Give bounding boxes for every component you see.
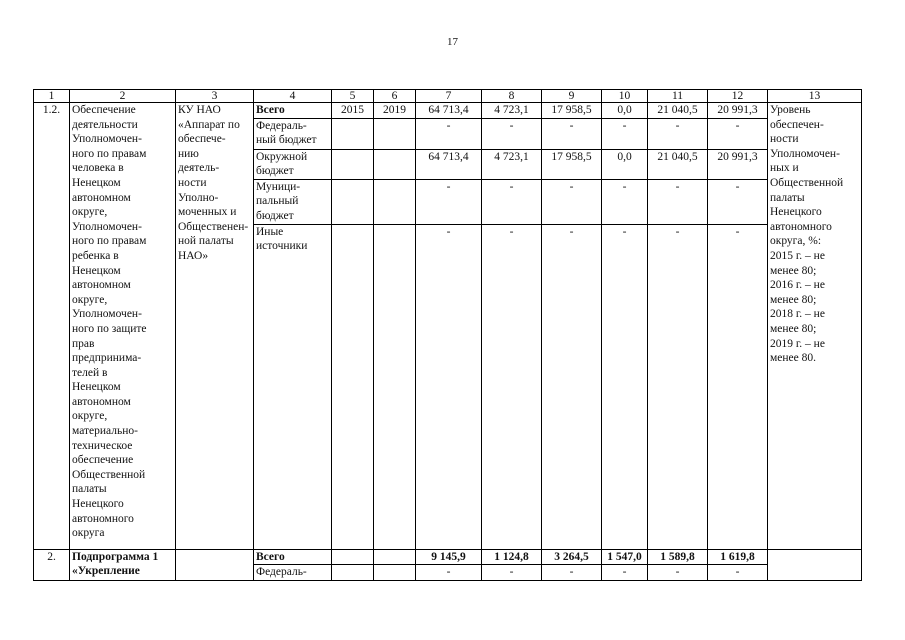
value-cell: 20 991,3: [708, 149, 768, 179]
value-cell: -: [416, 565, 482, 581]
value-cell: -: [482, 565, 542, 581]
source-name: Федераль-: [254, 565, 332, 581]
value-cell: -: [648, 224, 708, 549]
value-cell: 1 547,0: [602, 549, 648, 565]
col-header: 2: [70, 90, 176, 103]
value-cell: 17 958,5: [542, 103, 602, 119]
value-cell: 1 589,8: [648, 549, 708, 565]
target-indicator: [768, 549, 862, 580]
start-year: [332, 565, 374, 581]
col-header: 9: [542, 90, 602, 103]
row-number: 2.: [34, 549, 70, 580]
value-cell: -: [542, 118, 602, 149]
value-cell: -: [542, 224, 602, 549]
value-cell: 20 991,3: [708, 103, 768, 119]
value-cell: -: [416, 118, 482, 149]
col-header: 5: [332, 90, 374, 103]
value-cell: 1 124,8: [482, 549, 542, 565]
value-cell: 64 713,4: [416, 103, 482, 119]
col-header: 6: [374, 90, 416, 103]
value-cell: -: [482, 224, 542, 549]
subprogram-title: Подпрограмма 1 «Укрепление: [70, 549, 176, 580]
program-table: [33, 89, 862, 581]
value-cell: -: [708, 179, 768, 224]
header-row: [34, 90, 862, 103]
start-year: [332, 224, 374, 549]
col-header: 7: [416, 90, 482, 103]
value-cell: -: [708, 224, 768, 549]
value-cell: 4 723,1: [482, 103, 542, 119]
value-cell: 1 619,8: [708, 549, 768, 565]
start-year: [332, 118, 374, 149]
col-header: 4: [254, 90, 332, 103]
col-header: 3: [176, 90, 254, 103]
end-year: [374, 549, 416, 565]
start-year: [332, 549, 374, 565]
value-cell: -: [602, 224, 648, 549]
source-name: Иные источники: [254, 224, 332, 549]
value-cell: -: [648, 118, 708, 149]
value-cell: -: [416, 179, 482, 224]
value-cell: -: [542, 179, 602, 224]
value-cell: 4 723,1: [482, 149, 542, 179]
value-cell: -: [648, 179, 708, 224]
value-cell: 3 264,5: [542, 549, 602, 565]
target-indicator: Уровень обеспечен- ности Уполномочен- ных и Общественной палаты Ненецкого автономного округа, %: 2015 г. – не менее 80; 2016 г. – не менее 80; 2018 г. – не менее 80; 2019 г. – не менее 80.: [768, 103, 862, 550]
value-cell: -: [482, 118, 542, 149]
source-name: Федераль- ный бюджет: [254, 118, 332, 149]
executor: КУ НАО «Аппарат по обеспече- нию деятель- ности Уполно- моченных и Общественен- ной палаты НАО»: [176, 103, 254, 550]
col-header: 13: [768, 90, 862, 103]
row-number: 1.2.: [34, 103, 70, 550]
value-cell: 21 040,5: [648, 103, 708, 119]
activity-description: Обеспечение деятельности Уполномочен- ного по правам человека в Ненецком автономном округе, Уполномочен- ного по правам ребенка в Ненецком автономном округе, Уполномочен- ного по защите прав предпринима- телей в Ненецком автономном округе, материально- техническое обеспечение Общественной палаты Ненецкого автономного округа: [70, 103, 176, 550]
value-cell: -: [602, 565, 648, 581]
start-year: 2015: [332, 103, 374, 119]
start-year: [332, 149, 374, 179]
table-row: [34, 549, 862, 565]
value-cell: -: [542, 565, 602, 581]
value-cell: -: [482, 179, 542, 224]
col-header: 11: [648, 90, 708, 103]
end-year: [374, 565, 416, 581]
executor: [176, 549, 254, 580]
value-cell: -: [602, 179, 648, 224]
end-year: [374, 149, 416, 179]
page-number: 17: [447, 36, 458, 48]
source-name: Всего: [254, 549, 332, 565]
col-header: 1: [34, 90, 70, 103]
table-row: [34, 103, 862, 119]
end-year: [374, 224, 416, 549]
value-cell: 17 958,5: [542, 149, 602, 179]
col-header: 8: [482, 90, 542, 103]
col-header: 10: [602, 90, 648, 103]
value-cell: -: [708, 118, 768, 149]
value-cell: -: [416, 224, 482, 549]
value-cell: -: [708, 565, 768, 581]
value-cell: -: [602, 118, 648, 149]
source-name: Муници- пальный бюджет: [254, 179, 332, 224]
value-cell: 64 713,4: [416, 149, 482, 179]
end-year: [374, 179, 416, 224]
value-cell: -: [648, 565, 708, 581]
value-cell: 0,0: [602, 149, 648, 179]
value-cell: 9 145,9: [416, 549, 482, 565]
value-cell: 0,0: [602, 103, 648, 119]
source-name: Всего: [254, 103, 332, 119]
end-year: 2019: [374, 103, 416, 119]
end-year: [374, 118, 416, 149]
value-cell: 21 040,5: [648, 149, 708, 179]
start-year: [332, 179, 374, 224]
col-header: 12: [708, 90, 768, 103]
source-name: Окружной бюджет: [254, 149, 332, 179]
